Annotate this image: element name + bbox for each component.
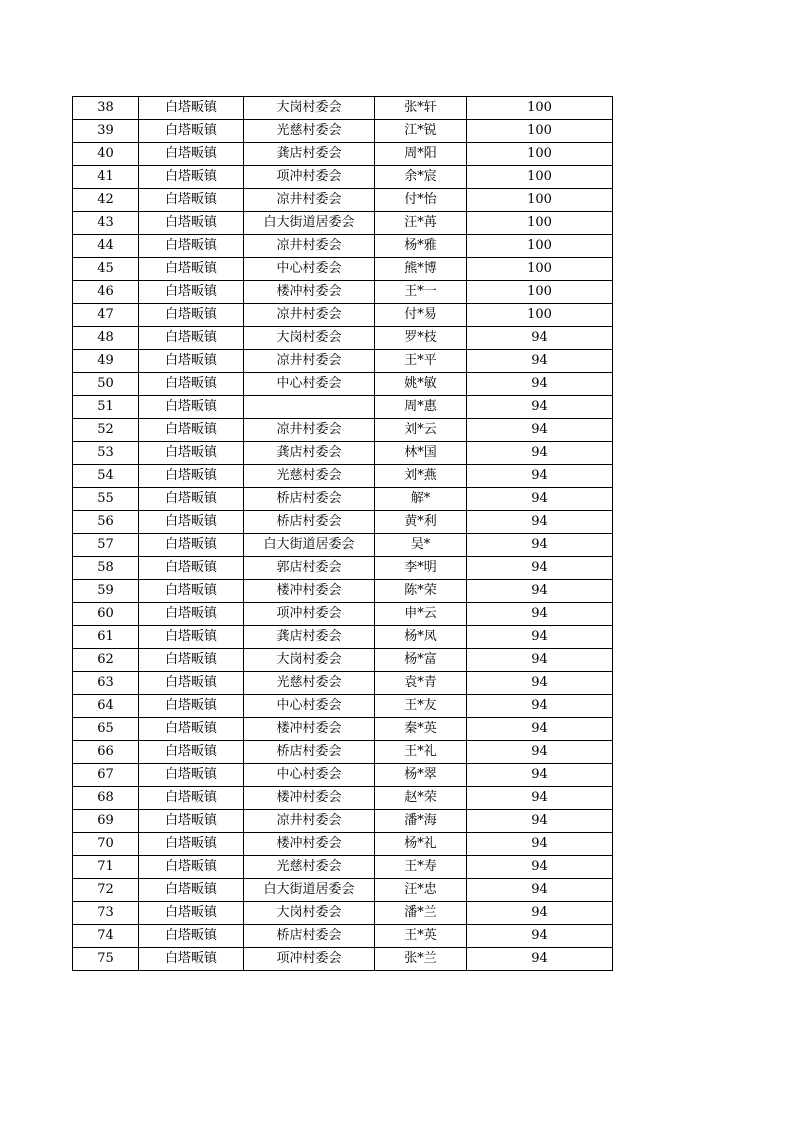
person-name-cell: 黄*利 — [375, 511, 467, 534]
town-cell: 白塔畈镇 — [139, 741, 244, 764]
row-number-cell: 45 — [73, 258, 139, 281]
row-number-cell: 61 — [73, 626, 139, 649]
town-cell: 白塔畈镇 — [139, 442, 244, 465]
amount-cell: 94 — [467, 373, 613, 396]
village-committee-cell: 中心村委会 — [244, 373, 375, 396]
person-name-cell: 杨*礼 — [375, 833, 467, 856]
table-row — [73, 580, 613, 603]
town-cell: 白塔畈镇 — [139, 902, 244, 925]
town-cell: 白塔畈镇 — [139, 580, 244, 603]
table-row — [73, 396, 613, 419]
village-committee-cell — [244, 396, 375, 419]
row-number-cell: 72 — [73, 879, 139, 902]
row-number-cell: 68 — [73, 787, 139, 810]
town-cell: 白塔畈镇 — [139, 925, 244, 948]
village-committee-cell: 郭店村委会 — [244, 557, 375, 580]
amount-cell: 94 — [467, 879, 613, 902]
town-cell: 白塔畈镇 — [139, 557, 244, 580]
town-cell: 白塔畈镇 — [139, 626, 244, 649]
person-name-cell: 杨*凤 — [375, 626, 467, 649]
village-committee-cell: 龚店村委会 — [244, 143, 375, 166]
table-body — [73, 97, 613, 971]
row-number-cell: 60 — [73, 603, 139, 626]
amount-cell: 94 — [467, 419, 613, 442]
town-cell: 白塔畈镇 — [139, 649, 244, 672]
person-name-cell: 吴* — [375, 534, 467, 557]
table-row — [73, 235, 613, 258]
village-committee-cell: 白大街道居委会 — [244, 212, 375, 235]
amount-cell: 94 — [467, 626, 613, 649]
village-committee-cell: 大岗村委会 — [244, 649, 375, 672]
table-row — [73, 327, 613, 350]
person-name-cell: 陈*荣 — [375, 580, 467, 603]
town-cell: 白塔畈镇 — [139, 166, 244, 189]
person-name-cell: 王*一 — [375, 281, 467, 304]
row-number-cell: 40 — [73, 143, 139, 166]
village-committee-cell: 桥店村委会 — [244, 488, 375, 511]
amount-cell: 94 — [467, 557, 613, 580]
person-name-cell: 汪*忠 — [375, 879, 467, 902]
village-committee-cell: 光慈村委会 — [244, 672, 375, 695]
table-row — [73, 856, 613, 879]
table-row — [73, 465, 613, 488]
person-name-cell: 姚*敏 — [375, 373, 467, 396]
person-name-cell: 付*易 — [375, 304, 467, 327]
table-row — [73, 166, 613, 189]
amount-cell: 94 — [467, 511, 613, 534]
amount-cell: 100 — [467, 235, 613, 258]
person-name-cell: 申*云 — [375, 603, 467, 626]
row-number-cell: 64 — [73, 695, 139, 718]
person-name-cell: 杨*富 — [375, 649, 467, 672]
table-row — [73, 948, 613, 971]
amount-cell: 94 — [467, 580, 613, 603]
village-committee-cell: 白大街道居委会 — [244, 534, 375, 557]
row-number-cell: 47 — [73, 304, 139, 327]
table-row — [73, 189, 613, 212]
village-committee-cell: 桥店村委会 — [244, 511, 375, 534]
village-committee-cell: 凉井村委会 — [244, 304, 375, 327]
table-row — [73, 626, 613, 649]
table-row — [73, 718, 613, 741]
table-row — [73, 603, 613, 626]
row-number-cell: 75 — [73, 948, 139, 971]
amount-cell: 94 — [467, 488, 613, 511]
person-name-cell: 秦*英 — [375, 718, 467, 741]
person-name-cell: 罗*枝 — [375, 327, 467, 350]
row-number-cell: 57 — [73, 534, 139, 557]
table-row — [73, 304, 613, 327]
table-row — [73, 764, 613, 787]
row-number-cell: 44 — [73, 235, 139, 258]
person-name-cell: 付*怡 — [375, 189, 467, 212]
village-committee-cell: 楼冲村委会 — [244, 718, 375, 741]
village-committee-cell: 楼冲村委会 — [244, 833, 375, 856]
person-name-cell: 赵*荣 — [375, 787, 467, 810]
amount-cell: 100 — [467, 281, 613, 304]
table-row — [73, 557, 613, 580]
village-committee-cell: 中心村委会 — [244, 695, 375, 718]
person-name-cell: 周*阳 — [375, 143, 467, 166]
table-row — [73, 97, 613, 120]
amount-cell: 94 — [467, 902, 613, 925]
person-name-cell: 杨*翠 — [375, 764, 467, 787]
row-number-cell: 54 — [73, 465, 139, 488]
row-number-cell: 51 — [73, 396, 139, 419]
person-name-cell: 王*寿 — [375, 856, 467, 879]
town-cell: 白塔畈镇 — [139, 419, 244, 442]
amount-cell: 100 — [467, 166, 613, 189]
town-cell: 白塔畈镇 — [139, 97, 244, 120]
amount-cell: 94 — [467, 948, 613, 971]
person-name-cell: 潘*兰 — [375, 902, 467, 925]
row-number-cell: 50 — [73, 373, 139, 396]
town-cell: 白塔畈镇 — [139, 396, 244, 419]
town-cell: 白塔畈镇 — [139, 511, 244, 534]
person-name-cell: 张*轩 — [375, 97, 467, 120]
amount-cell: 94 — [467, 741, 613, 764]
amount-cell: 94 — [467, 810, 613, 833]
village-committee-cell: 中心村委会 — [244, 258, 375, 281]
person-name-cell: 林*国 — [375, 442, 467, 465]
village-committee-cell: 凉井村委会 — [244, 235, 375, 258]
town-cell: 白塔畈镇 — [139, 143, 244, 166]
person-name-cell: 王*平 — [375, 350, 467, 373]
town-cell: 白塔畈镇 — [139, 672, 244, 695]
table-row — [73, 258, 613, 281]
town-cell: 白塔畈镇 — [139, 833, 244, 856]
amount-cell: 94 — [467, 787, 613, 810]
table-row — [73, 534, 613, 557]
amount-cell: 94 — [467, 603, 613, 626]
person-name-cell: 王*礼 — [375, 741, 467, 764]
table-row — [73, 511, 613, 534]
village-committee-cell: 桥店村委会 — [244, 741, 375, 764]
row-number-cell: 66 — [73, 741, 139, 764]
table-row — [73, 488, 613, 511]
row-number-cell: 52 — [73, 419, 139, 442]
amount-cell: 94 — [467, 925, 613, 948]
table-row — [73, 212, 613, 235]
town-cell: 白塔畈镇 — [139, 810, 244, 833]
person-name-cell: 江*锐 — [375, 120, 467, 143]
row-number-cell: 53 — [73, 442, 139, 465]
row-number-cell: 71 — [73, 856, 139, 879]
row-number-cell: 46 — [73, 281, 139, 304]
town-cell: 白塔畈镇 — [139, 281, 244, 304]
table-row — [73, 787, 613, 810]
row-number-cell: 62 — [73, 649, 139, 672]
table-row — [73, 143, 613, 166]
person-name-cell: 张*兰 — [375, 948, 467, 971]
town-cell: 白塔畈镇 — [139, 764, 244, 787]
table-row — [73, 120, 613, 143]
table-row — [73, 419, 613, 442]
village-committee-cell: 楼冲村委会 — [244, 580, 375, 603]
row-number-cell: 39 — [73, 120, 139, 143]
row-number-cell: 63 — [73, 672, 139, 695]
person-name-cell: 周*惠 — [375, 396, 467, 419]
row-number-cell: 49 — [73, 350, 139, 373]
table-row — [73, 810, 613, 833]
person-name-cell: 李*明 — [375, 557, 467, 580]
table-row — [73, 695, 613, 718]
town-cell: 白塔畈镇 — [139, 120, 244, 143]
person-name-cell: 刘*燕 — [375, 465, 467, 488]
amount-cell: 94 — [467, 833, 613, 856]
person-name-cell: 王*友 — [375, 695, 467, 718]
town-cell: 白塔畈镇 — [139, 534, 244, 557]
town-cell: 白塔畈镇 — [139, 373, 244, 396]
town-cell: 白塔畈镇 — [139, 488, 244, 511]
town-cell: 白塔畈镇 — [139, 856, 244, 879]
row-number-cell: 48 — [73, 327, 139, 350]
person-name-cell: 余*宸 — [375, 166, 467, 189]
amount-cell: 94 — [467, 718, 613, 741]
person-name-cell: 熊*博 — [375, 258, 467, 281]
row-number-cell: 38 — [73, 97, 139, 120]
row-number-cell: 55 — [73, 488, 139, 511]
village-committee-cell: 项冲村委会 — [244, 603, 375, 626]
town-cell: 白塔畈镇 — [139, 603, 244, 626]
amount-cell: 94 — [467, 764, 613, 787]
person-name-cell: 刘*云 — [375, 419, 467, 442]
village-committee-cell: 大岗村委会 — [244, 97, 375, 120]
row-number-cell: 41 — [73, 166, 139, 189]
town-cell: 白塔畈镇 — [139, 350, 244, 373]
amount-cell: 100 — [467, 189, 613, 212]
amount-cell: 100 — [467, 97, 613, 120]
village-committee-cell: 楼冲村委会 — [244, 281, 375, 304]
table-row — [73, 281, 613, 304]
person-name-cell: 解* — [375, 488, 467, 511]
village-committee-cell: 龚店村委会 — [244, 626, 375, 649]
table-row — [73, 373, 613, 396]
person-name-cell: 潘*海 — [375, 810, 467, 833]
village-committee-cell: 大岗村委会 — [244, 327, 375, 350]
row-number-cell: 74 — [73, 925, 139, 948]
village-committee-cell: 凉井村委会 — [244, 350, 375, 373]
row-number-cell: 67 — [73, 764, 139, 787]
row-number-cell: 69 — [73, 810, 139, 833]
table-row — [73, 902, 613, 925]
person-name-cell: 杨*雅 — [375, 235, 467, 258]
person-name-cell: 王*英 — [375, 925, 467, 948]
amount-cell: 100 — [467, 120, 613, 143]
town-cell: 白塔畈镇 — [139, 695, 244, 718]
amount-cell: 94 — [467, 465, 613, 488]
table-row — [73, 833, 613, 856]
row-number-cell: 56 — [73, 511, 139, 534]
village-committee-cell: 项冲村委会 — [244, 948, 375, 971]
table-row — [73, 925, 613, 948]
town-cell: 白塔畈镇 — [139, 465, 244, 488]
village-committee-cell: 楼冲村委会 — [244, 787, 375, 810]
village-committee-cell: 光慈村委会 — [244, 120, 375, 143]
table-row — [73, 672, 613, 695]
table-row — [73, 350, 613, 373]
amount-cell: 100 — [467, 212, 613, 235]
amount-cell: 94 — [467, 695, 613, 718]
town-cell: 白塔畈镇 — [139, 787, 244, 810]
town-cell: 白塔畈镇 — [139, 258, 244, 281]
village-committee-cell: 大岗村委会 — [244, 902, 375, 925]
row-number-cell: 58 — [73, 557, 139, 580]
amount-cell: 94 — [467, 856, 613, 879]
town-cell: 白塔畈镇 — [139, 718, 244, 741]
row-number-cell: 73 — [73, 902, 139, 925]
amount-cell: 94 — [467, 534, 613, 557]
town-cell: 白塔畈镇 — [139, 948, 244, 971]
town-cell: 白塔畈镇 — [139, 212, 244, 235]
village-committee-cell: 桥店村委会 — [244, 925, 375, 948]
table-row — [73, 879, 613, 902]
village-committee-cell: 龚店村委会 — [244, 442, 375, 465]
amount-cell: 94 — [467, 327, 613, 350]
person-name-cell: 袁*青 — [375, 672, 467, 695]
amount-cell: 94 — [467, 672, 613, 695]
town-cell: 白塔畈镇 — [139, 235, 244, 258]
row-number-cell: 59 — [73, 580, 139, 603]
town-cell: 白塔畈镇 — [139, 879, 244, 902]
town-cell: 白塔畈镇 — [139, 327, 244, 350]
amount-cell: 100 — [467, 304, 613, 327]
data-table — [72, 96, 613, 971]
row-number-cell: 42 — [73, 189, 139, 212]
village-committee-cell: 凉井村委会 — [244, 810, 375, 833]
table-row — [73, 649, 613, 672]
village-committee-cell: 项冲村委会 — [244, 166, 375, 189]
table-row — [73, 442, 613, 465]
row-number-cell: 65 — [73, 718, 139, 741]
village-committee-cell: 光慈村委会 — [244, 465, 375, 488]
person-name-cell: 汪*苒 — [375, 212, 467, 235]
amount-cell: 94 — [467, 442, 613, 465]
amount-cell: 94 — [467, 396, 613, 419]
village-committee-cell: 白大街道居委会 — [244, 879, 375, 902]
amount-cell: 94 — [467, 350, 613, 373]
village-committee-cell: 中心村委会 — [244, 764, 375, 787]
town-cell: 白塔畈镇 — [139, 304, 244, 327]
amount-cell: 94 — [467, 649, 613, 672]
village-committee-cell: 光慈村委会 — [244, 856, 375, 879]
village-committee-cell: 凉井村委会 — [244, 419, 375, 442]
row-number-cell: 43 — [73, 212, 139, 235]
village-committee-cell: 凉井村委会 — [244, 189, 375, 212]
amount-cell: 100 — [467, 258, 613, 281]
table-row — [73, 741, 613, 764]
town-cell: 白塔畈镇 — [139, 189, 244, 212]
row-number-cell: 70 — [73, 833, 139, 856]
amount-cell: 100 — [467, 143, 613, 166]
